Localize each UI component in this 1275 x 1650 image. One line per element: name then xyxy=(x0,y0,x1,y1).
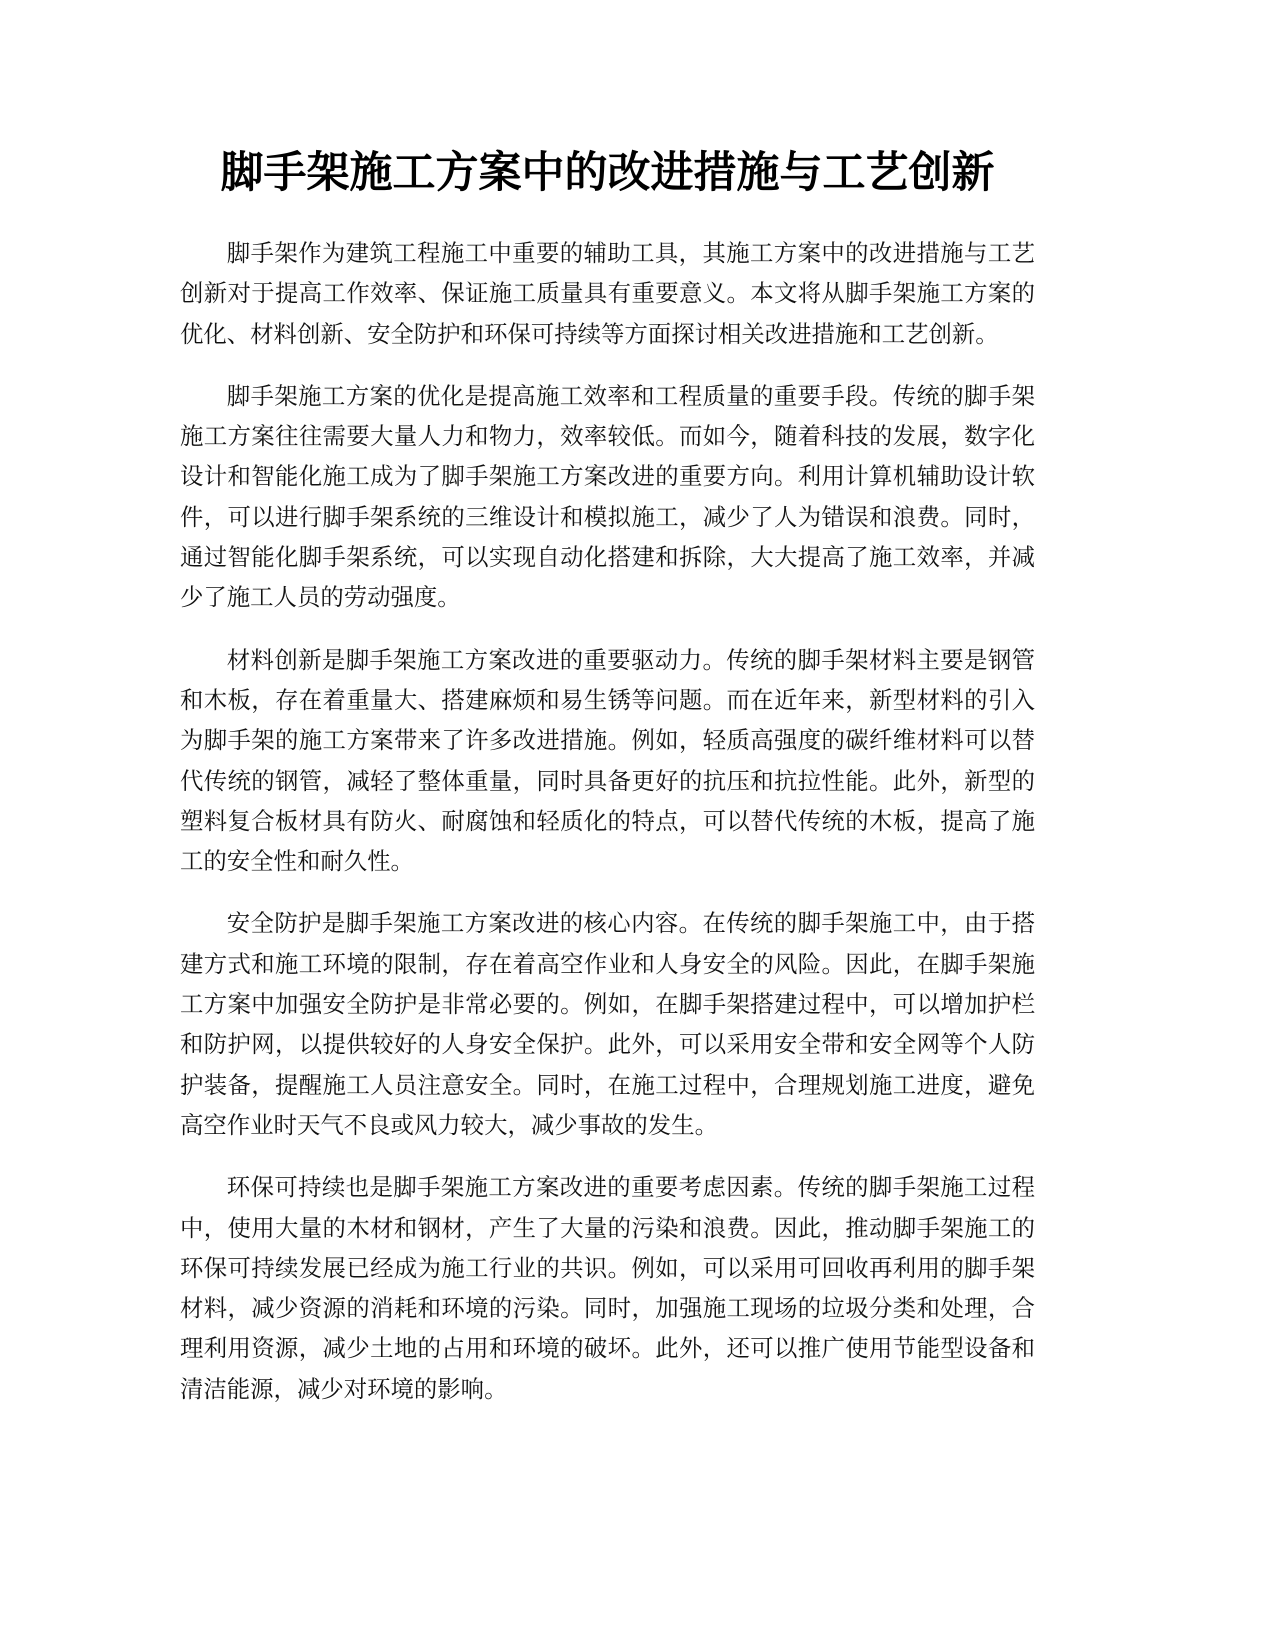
paragraph-line: 环保可持续也是脚手架施工方案改进的重要考虑因素。传统的脚手架施工过程 xyxy=(226,1173,1035,1202)
paragraph-intro xyxy=(180,233,1035,354)
paragraph-line: 优化、材料创新、安全防护和环保可持续等方面探讨相关改进措施和工艺创新。 xyxy=(180,319,999,348)
paragraph-line: 脚手架作为建筑工程施工中重要的辅助工具，其施工方案中的改进措施与工艺 xyxy=(226,239,1035,267)
document-title: 脚手架施工方案中的改进措施与工艺创新 xyxy=(220,148,995,198)
paragraph-line: 创新对于提高工作效率、保证施工质量具有重要意义。本文将从脚手架施工方案的 xyxy=(180,279,1035,308)
paragraph-line: 和木板，存在着重量大、搭建麻烦和易生锈等问题。而在近年来，新型材料的引入 xyxy=(180,685,1035,714)
paragraph-line: 环保可持续发展已经成为施工行业的共识。例如，可以采用可回收再利用的脚手架 xyxy=(180,1253,1035,1282)
paragraph-line: 施工方案往往需要大量人力和物力，效率较低。而如今，随着科技的发展，数字化 xyxy=(180,422,1035,451)
paragraph-line: 工方案中加强安全防护是非常必要的。例如，在脚手架搭建过程中，可以增加护栏 xyxy=(180,990,1035,1019)
paragraph-line: 高空作业时天气不良或风力较大，减少事故的发生。 xyxy=(180,1110,718,1139)
paragraph-materials xyxy=(180,640,1035,882)
paragraph-line: 材料，减少资源的消耗和环境的污染。同时，加强施工现场的垃圾分类和处理，合 xyxy=(180,1294,1035,1323)
paragraph-line: 代传统的钢管，减轻了整体重量，同时具备更好的抗压和抗拉性能。此外，新型的 xyxy=(180,766,1035,795)
paragraph-line: 为脚手架的施工方案带来了许多改进措施。例如，轻质高强度的碳纤维材料可以替 xyxy=(180,726,1035,755)
paragraph-line: 设计和智能化施工成为了脚手架施工方案改进的重要方向。利用计算机辅助设计软 xyxy=(180,462,1035,491)
paragraph-line: 工的安全性和耐久性。 xyxy=(180,847,414,876)
document-body xyxy=(180,233,1035,1431)
paragraph-line: 护装备，提醒施工人员注意安全。同时，在施工过程中，合理规划施工进度，避免 xyxy=(180,1070,1035,1099)
paragraph-line: 安全防护是脚手架施工方案改进的核心内容。在传统的脚手架施工中，由于搭 xyxy=(226,909,1035,938)
paragraph-line: 材料创新是脚手架施工方案改进的重要驱动力。传统的脚手架材料主要是钢管 xyxy=(226,645,1035,674)
paragraph-line: 塑料复合板材具有防火、耐腐蚀和轻质化的特点，可以替代传统的木板，提高了施 xyxy=(180,806,1035,835)
paragraph-line: 理利用资源，减少土地的占用和环境的破坏。此外，还可以推广使用节能型设备和 xyxy=(180,1334,1035,1363)
paragraph-optimization xyxy=(180,376,1035,618)
paragraph-environment xyxy=(180,1167,1035,1409)
paragraph-line: 和防护网，以提供较好的人身安全保护。此外，可以采用安全带和安全网等个人防 xyxy=(180,1030,1035,1059)
paragraph-line: 中，使用大量的木材和钢材，产生了大量的污染和浪费。因此，推动脚手架施工的 xyxy=(180,1213,1035,1242)
paragraph-line: 少了施工人员的劳动强度。 xyxy=(180,583,461,612)
paragraph-line: 清洁能源，减少对环境的影响。 xyxy=(180,1374,508,1403)
paragraph-safety xyxy=(180,903,1035,1145)
paragraph-line: 通过智能化脚手架系统，可以实现自动化搭建和拆除，大大提高了施工效率，并减 xyxy=(180,543,1035,572)
paragraph-line: 件，可以进行脚手架系统的三维设计和模拟施工，减少了人为错误和浪费。同时， xyxy=(180,502,1035,531)
paragraph-line: 建方式和施工环境的限制，存在着高空作业和人身安全的风险。因此，在脚手架施 xyxy=(180,949,1035,978)
paragraph-line: 脚手架施工方案的优化是提高施工效率和工程质量的重要手段。传统的脚手架 xyxy=(226,381,1035,410)
